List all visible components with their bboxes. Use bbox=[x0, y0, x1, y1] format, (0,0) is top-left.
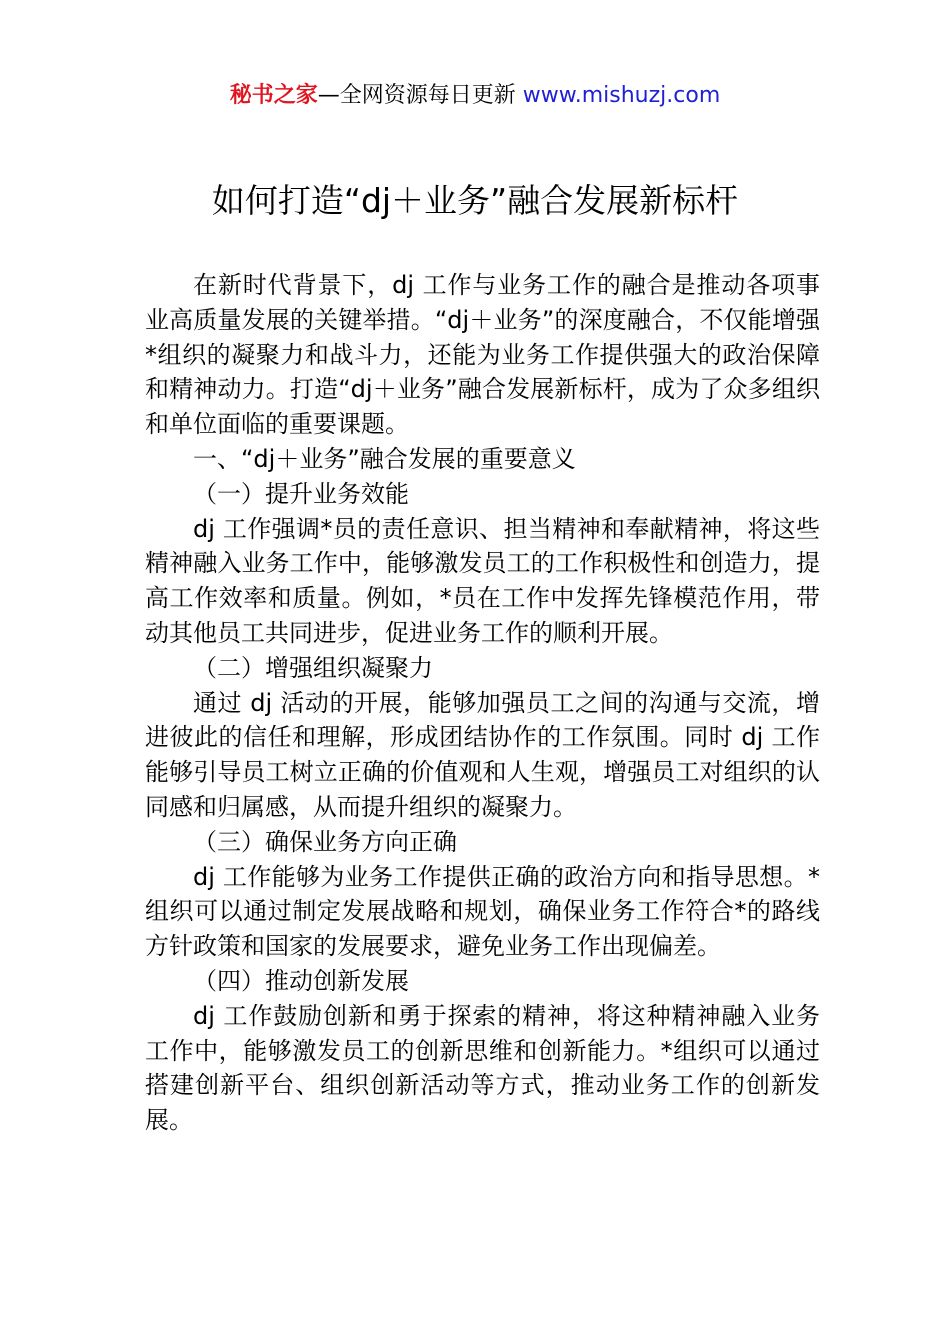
body-paragraph: 通过 dj 活动的开展，能够加强员工之间的沟通与交流，增进彼此的信任和理解，形成团结协作的工作氛围。同时 dj 工作能够引导员工树立正确的价值观和人生观，增强员工对组织的认同感和归属感，从而提升组织的凝聚力。 bbox=[145, 688, 820, 821]
subsection-heading: （二）增强组织凝聚力 bbox=[193, 653, 433, 682]
body-paragraph: dj 工作强调*员的责任意识、担当精神和奉献精神，将这些精神融入业务工作中，能够激发员工的工作积极性和创造力，提高工作效率和质量。例如，*员在工作中发挥先锋模范作用，带动其他员工共同进步，促进业务工作的顺利开展。 bbox=[145, 514, 820, 647]
intro-paragraph: 在新时代背景下，dj 工作与业务工作的融合是推动各项事业高质量发展的关键举措。“dj＋业务”的深度融合，不仅能增强*组织的凝聚力和战斗力，还能为业务工作提供强大的政治保障和精神动力。打造“dj＋业务”融合发展新标杆，成为了众多组织和单位面临的重要课题。 bbox=[145, 271, 820, 439]
site-slogan: —全网资源每日更新 bbox=[317, 83, 523, 108]
subsection-heading: （四）推动创新发展 bbox=[193, 966, 409, 995]
subsection-heading: （三）确保业务方向正确 bbox=[193, 827, 457, 856]
brand-name: 秘书之家 bbox=[229, 83, 318, 108]
document-body bbox=[145, 268, 820, 1138]
site-header bbox=[0, 80, 950, 112]
body-paragraph: dj 工作能够为业务工作提供正确的政治方向和指导思想。*组织可以通过制定发展战略和规划，确保业务工作符合*的路线方针政策和国家的发展要求，避免业务工作出现偏差。 bbox=[145, 862, 820, 961]
site-url-link[interactable]: www.mishuzj.com bbox=[522, 83, 721, 108]
subsection-heading: （一）提升业务效能 bbox=[193, 479, 409, 508]
document-title: 如何打造“dj＋业务”融合发展新标杆 bbox=[211, 181, 739, 220]
section-heading: 一、“dj＋业务”融合发展的重要意义 bbox=[193, 444, 576, 473]
body-paragraph: dj 工作鼓励创新和勇于探索的精神，将这种精神融入业务工作中，能够激发员工的创新思维和创新能力。*组织可以通过搭建创新平台、组织创新活动等方式，推动业务工作的创新发展。 bbox=[145, 1001, 820, 1135]
